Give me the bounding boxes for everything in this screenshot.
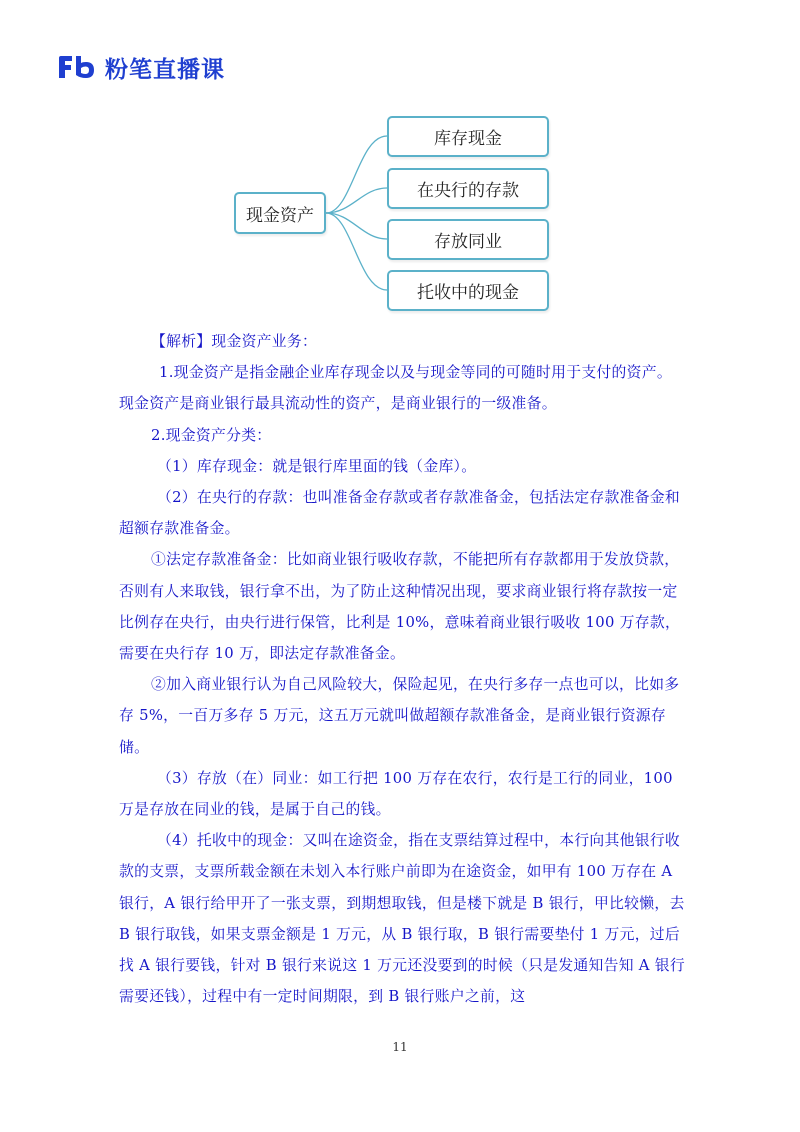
brand-name: 粉笔直播课 — [105, 56, 225, 83]
paragraph: ②加入商业银行认为自己风险较大，保险起见，在央行多存一点也可以，比如多存 5%，一百万多存 5 万元，这五万元就叫做超额存款准备金，是商业银行资源存储。 — [119, 676, 680, 756]
diagram-node-cash-in-collection: 托收中的现金 — [387, 270, 549, 311]
analysis-heading: 【解析】现金资产业务： — [151, 333, 318, 350]
fb-logo-icon — [57, 54, 97, 80]
diagram-root-node: 现金资产 — [234, 192, 326, 234]
paragraph: （3）存放（在）同业：如工行把 100 万存在农行，农行是工行的同业，100 万是存放在同业的钱，是属于自己的钱。 — [119, 769, 673, 819]
paragraph: 1.现金资产是指金融企业库存现金以及与现金等同的可随时用于支付的资产。现金资产是商业银行最具流动性的资产，是商业银行的一级准备。 — [119, 364, 672, 413]
diagram-node-central-bank-deposit: 在央行的存款 — [387, 168, 549, 209]
paragraph: （1）库存现金：就是银行库里面的钱（金库）。 — [157, 457, 477, 475]
analysis-text — [119, 326, 685, 1012]
page-number: 11 — [392, 1040, 408, 1054]
paragraph: 2.现金资产分类： — [151, 426, 272, 444]
paragraph: （2）在央行的存款：也叫准备金存款或者存款准备金，包括法定存款准备金和超额存款准备金。 — [119, 489, 681, 538]
diagram-node-cash-in-vault: 库存现金 — [387, 116, 549, 157]
diagram-node-interbank-deposit: 存放同业 — [387, 219, 549, 260]
paragraph: （4）托收中的现金：又叫在途资金，指在支票结算过程中，本行向其他银行收款的支票，支票所载金额在未划入本行账户前即为在途资金，如甲有 100 万存在 A 银行，A 银行给甲开了一张支票，到期想取钱，但是楼下就是 B 银行，甲比较懒，去 B 银行取钱，如果支票金额是 1 万元，从 B 银行取，B 银行需要垫付 1 万元，过后找 A 银行要钱，针对 B 银行来说这 1 万元还没要到的时候（只是发通知告知 A 银行需要还钱），过程中有一定时间期限，到 B 银行账户之前，这 — [119, 832, 685, 1006]
paragraph: ①法定存款准备金：比如商业银行吸收存款，不能把所有存款都用于发放贷款，否则有人来取钱，银行拿不出，为了防止这种情况出现，要求商业银行将存款按一定比例存在央行，由央行进行保管，比利是 10%，意味着商业银行吸收 100 万存款，需要在央行存 10 万，即法定存款准备金。 — [119, 551, 681, 663]
brand-logo — [57, 50, 225, 84]
